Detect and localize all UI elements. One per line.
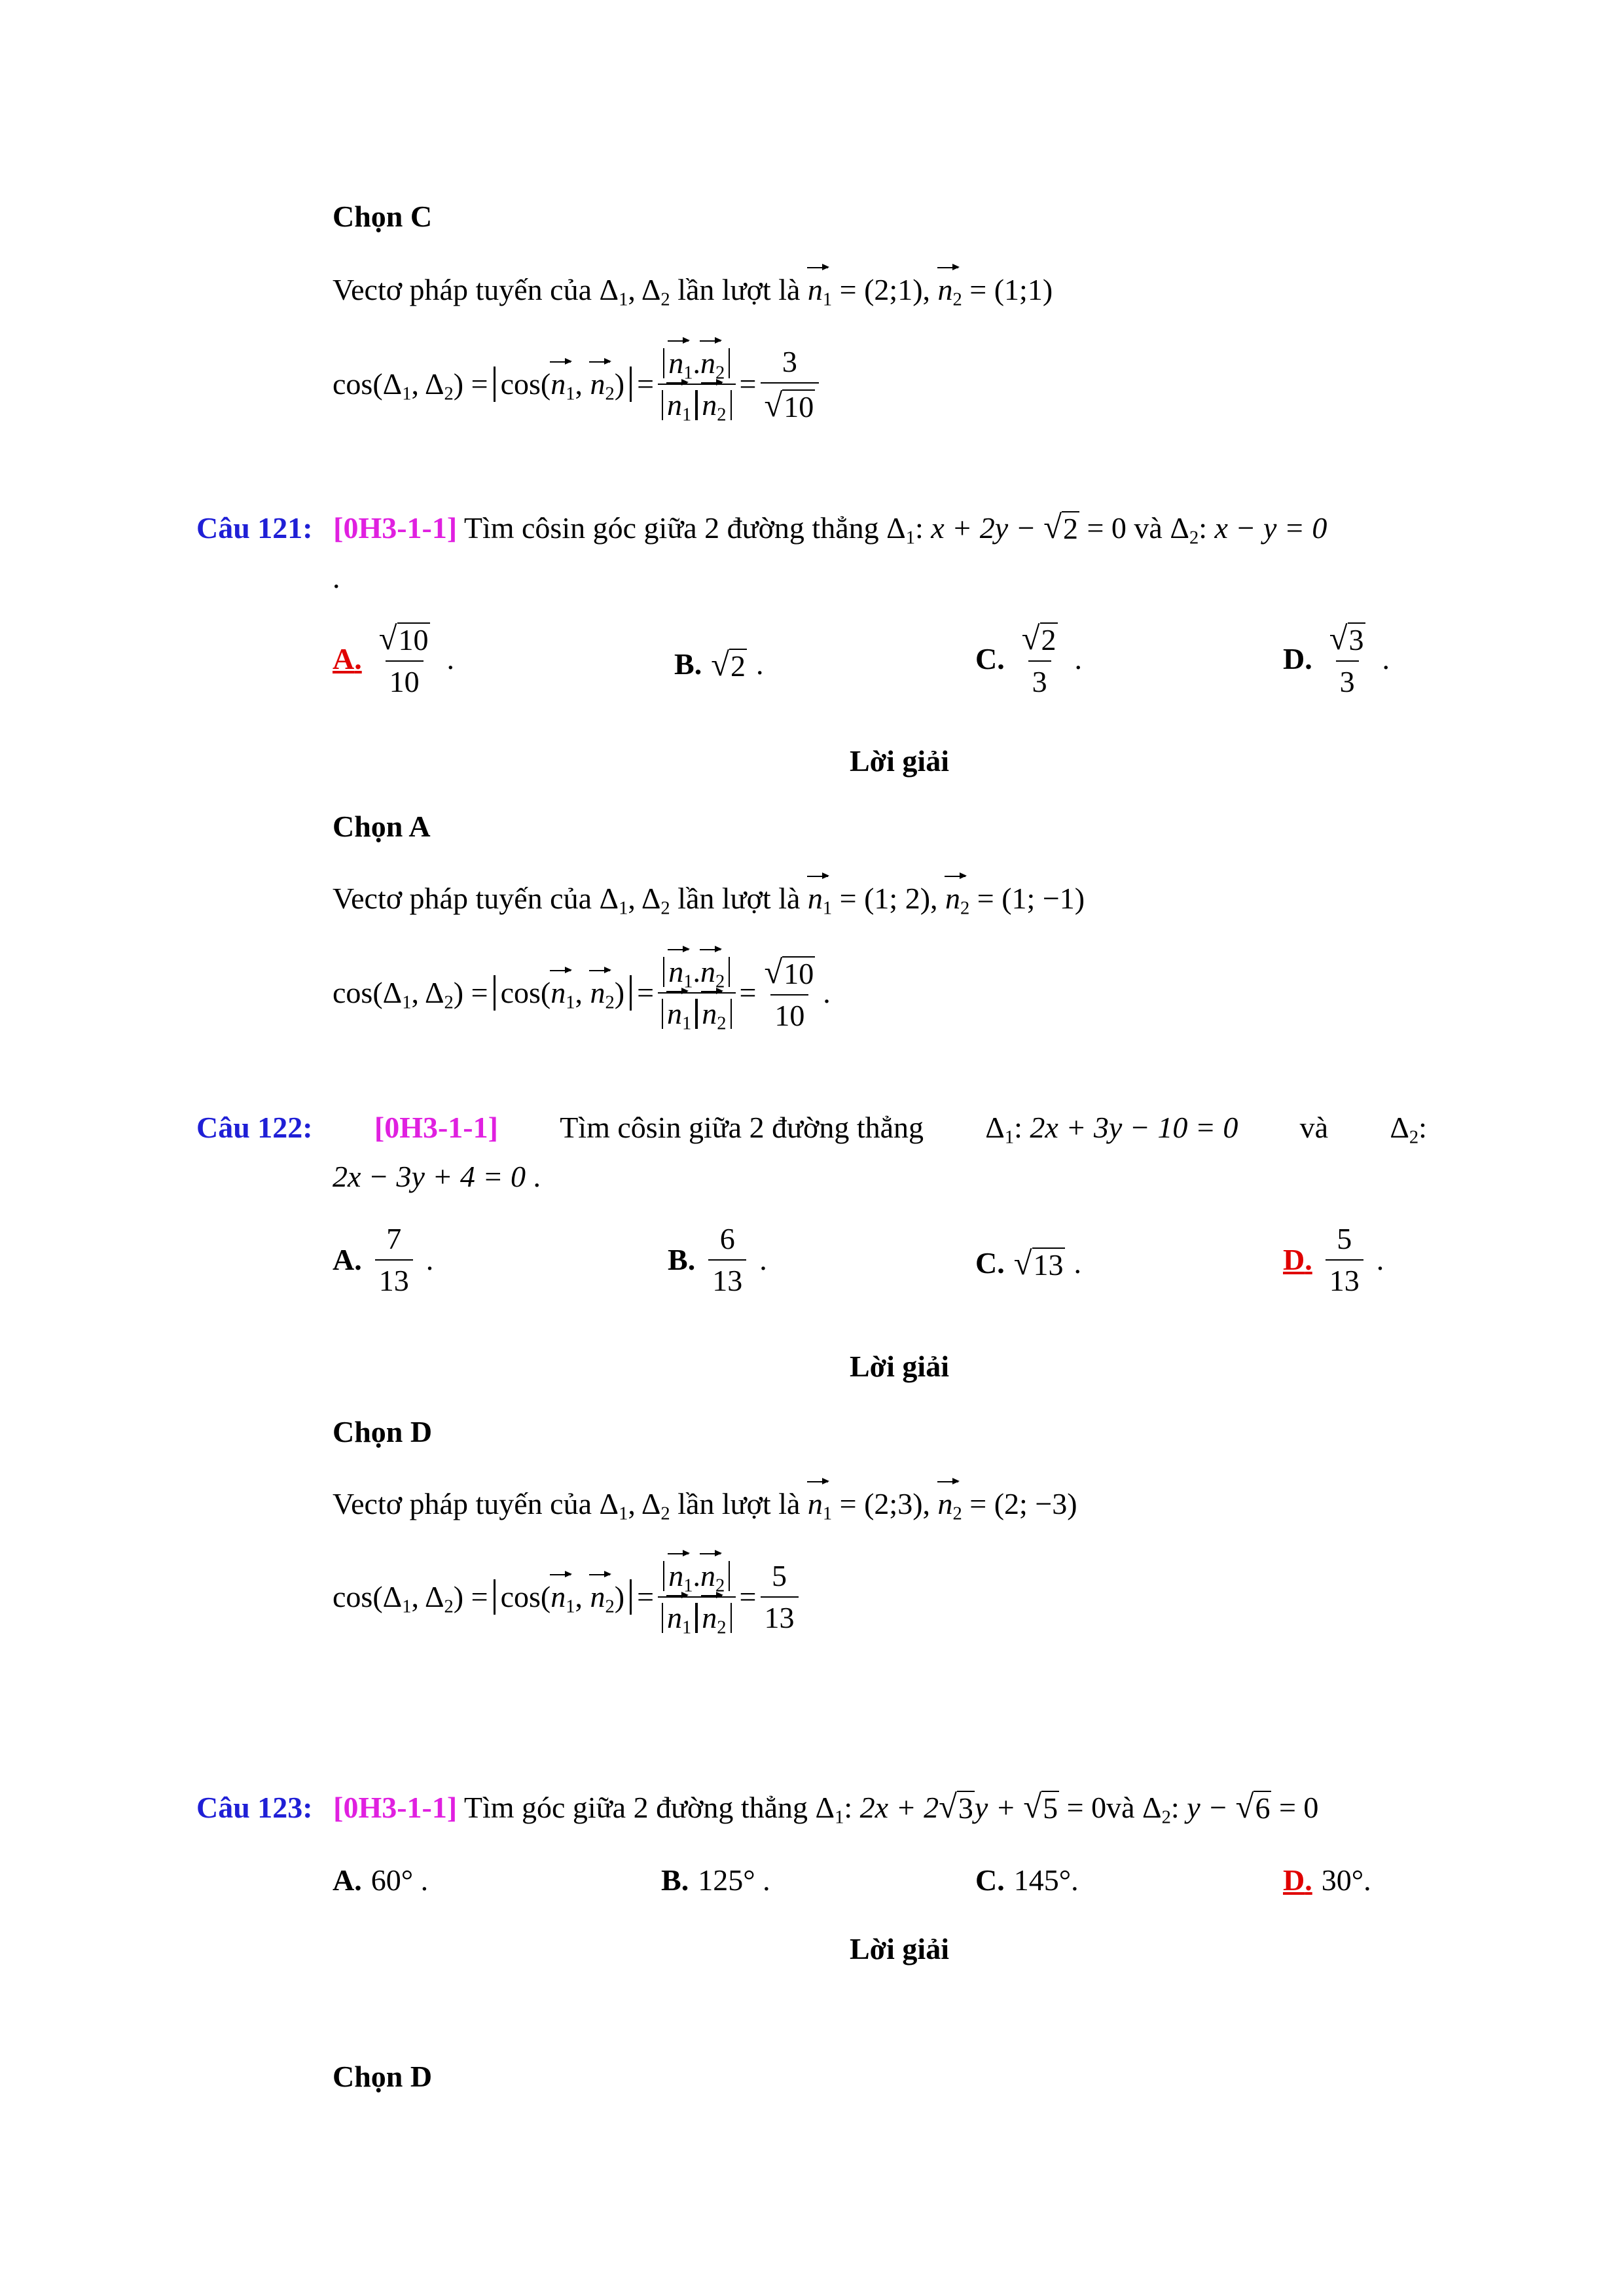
q121-option-c[interactable]: C. √ 2 3 . — [975, 620, 1083, 698]
q122-option-b[interactable]: B. $\frac{6}{13}$ . — [668, 1222, 767, 1297]
q123-option-c[interactable]: C. 145°. — [975, 1863, 1079, 1897]
q121-chon: Chọn A — [333, 810, 431, 843]
prev-cos-formula: $\cos(\Delta_1$, $\Delta_2$) = $\cos(n_1$, $n_2$) = $\frac{n_1.n_2}{n_1 n_2}$ = 3 √ 10 — [333, 347, 823, 422]
q121-stem: Câu 121: [0H3-1-1] Tìm côsin góc giữa 2 đường thẳng $\Delta_1$: x + 2y − √ 2 = 0 và $\Delta_2$: x − y = 0 — [196, 509, 1327, 548]
prev-chon: Chọn C — [333, 200, 433, 233]
q123-loigiai: Lời giải — [850, 1932, 949, 1965]
q123-option-d[interactable]: D . 30°. — [1283, 1863, 1371, 1897]
q121-loigiai: Lời giải — [850, 744, 949, 778]
q122-cos-formula: $\cos(\Delta_1$, $\Delta_2$) = $\cos(n_1$, $n_2$) = $\frac{n_1.n_2}{n_1 n_2}$ = $\frac{5}{13}$ — [333, 1561, 803, 1633]
prev-vecto-line: Vectơ pháp tuyến của $\Delta_1$, $\Delta_2$ lần lượt là $n_1$ = (2;1), $n_2$ = (1;1) — [333, 273, 1053, 310]
q122-stem: Câu 122: [0H3-1-1] Tìm côsin giữa 2 đường thẳng $\Delta_1$: 2x + 3y − 10 = 0 và $\Delta_2$: — [196, 1111, 1427, 1148]
q122-option-d[interactable]: D . $\frac{5}{13}$ . — [1283, 1222, 1384, 1297]
q121-stem-tail: . — [333, 561, 340, 594]
q122-option-a[interactable]: A. $\frac{7}{13}$ . — [333, 1222, 434, 1297]
q122-option-c[interactable]: C. √ 13 . — [975, 1245, 1082, 1282]
q121-option-d[interactable]: D. √ 3 3 . — [1283, 620, 1390, 698]
q123-stem: Câu 123: [0H3-1-1] Tìm góc giữa 2 đường thẳng $\Delta_1$: 2x + 2 √ 3 y + √ 5 = 0và $\Delta_2$: y − √ 6 = 0 — [196, 1788, 1319, 1828]
q123-option-a[interactable]: A. 60° . — [333, 1863, 429, 1897]
q123-option-b[interactable]: B. 125° . — [661, 1863, 770, 1897]
q122-stem-line2: 2x − 3y + 4 = 0 . — [333, 1160, 541, 1193]
q123-chon: Chọn D — [333, 2060, 433, 2093]
q122-chon: Chọn D — [333, 1415, 433, 1448]
q122-vecto-line: Vectơ pháp tuyến của $\Delta_1$, $\Delta_2$ lần lượt là $n_1$ = (2;3), $n_2 = (2$; −3) — [333, 1487, 1077, 1524]
q121-option-a[interactable]: A . √ 10 10 . — [333, 620, 455, 698]
q121-vecto-line: Vectơ pháp tuyến của $\Delta_1$, $\Delta_2$ lần lượt là $n_1 = (1$; 2), $n_2 = (1$; −1) — [333, 882, 1085, 919]
q122-loigiai: Lời giải — [850, 1350, 949, 1383]
q121-option-b[interactable]: B. √ 2 . — [674, 646, 764, 683]
q121-cos-formula: $\cos(\Delta_1$, $\Delta_2$) = $\cos(n_1$, $n_2$) = $\frac{n_1.n_2}{n_1 n_2}$ = √ 10 10 . — [333, 954, 831, 1034]
